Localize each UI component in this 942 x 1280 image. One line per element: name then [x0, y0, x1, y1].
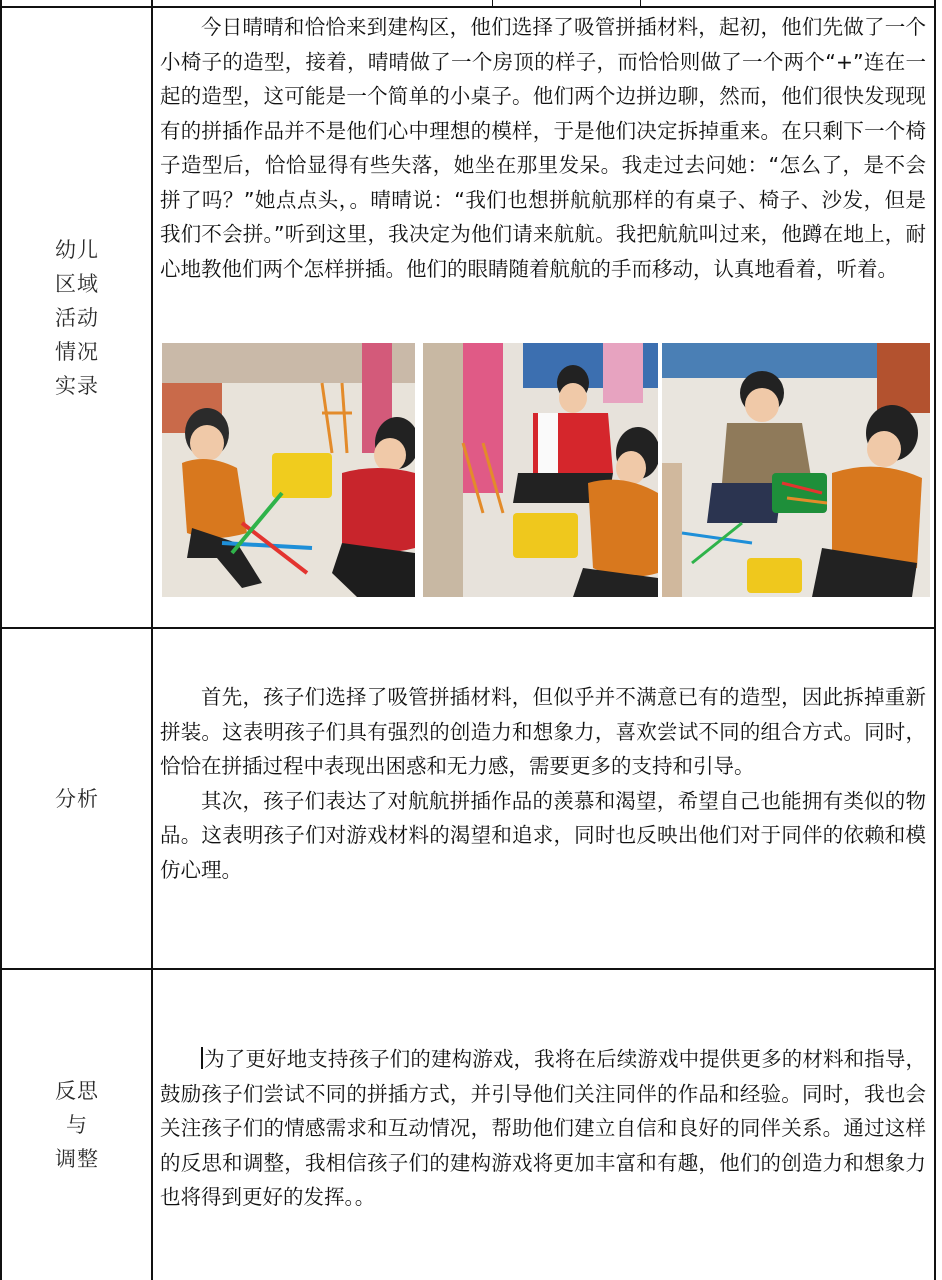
section-label-text: 分析 — [55, 786, 99, 811]
section-label-activity-record — [2, 8, 152, 627]
activity-photo — [662, 343, 930, 597]
analysis-content — [160, 680, 926, 887]
reflection-paragraph[interactable] — [160, 1042, 926, 1215]
analysis-paragraph: 首先，孩子们选择了吸管拼插材料，但似乎并不满意已有的造型，因此拆掉重新拼装。这表明孩子们具有强烈的创造力和想象力，喜欢尝试不同的组合方式。同时，恰恰在拼插过程中表现出困惑和无力感，需要更多的支持和引导。 — [160, 685, 926, 778]
activity-record-content — [160, 10, 926, 286]
table-right-border — [934, 0, 936, 1280]
section-label-text: 反思 与 调整 — [55, 1079, 99, 1171]
section-label-reflection — [2, 970, 152, 1280]
activity-photos — [162, 343, 930, 597]
section-label-text: 幼儿 区域 活动 情况 实录 — [55, 237, 99, 398]
reflection-content[interactable] — [160, 1042, 926, 1215]
header-cell-divider — [640, 0, 641, 7]
activity-photo — [162, 343, 415, 597]
activity-photo — [423, 343, 658, 597]
header-cell-divider — [492, 0, 493, 7]
activity-record-paragraph: 今日晴晴和恰恰来到建构区，他们选择了吸管拼插材料，起初，他们先做了一个小椅子的造型，接着，晴晴做了一个房顶的样子，而恰恰则做了一个两个“+”连在一起的造型，这可能是一个简单的小桌子。他们两个边拼边聊，然而，他们很快发现现有的拼插作品并不是他们心中理想的模样，于是他们决定拆掉重来。在只剩下一个椅子造型后，恰恰显得有些失落，她坐在那里发呆。我走过去问她：“怎么了，是不会拼了吗？”她点点头，。晴晴说：“我们也想拼航航那样的有桌子、椅子、沙发，但是我们不会拼。”听到这里，我决定为他们请来航航。我把航航叫过来，他蹲在地上，耐心地教他们两个怎样拼插。他们的眼睛随着航航的手而移动，认真地看着，听着。 — [160, 15, 926, 281]
text-cursor — [201, 1047, 203, 1069]
analysis-paragraph: 其次，孩子们表达了对航航拼插作品的羡慕和渴望，希望自己也能拥有类似的物品。这表明孩子们对游戏材料的渴望和追求，同时也反映出他们对于同伴的依赖和模仿心理。 — [160, 788, 926, 882]
reflection-paragraph-text: 为了更好地支持孩子们的建构游戏，我将在后续游戏中提供更多的材料和指导，鼓励孩子们尝试不同的拼插方式，并引导他们关注同伴的作品和经验。同时，我也会关注孩子们的情感需求和互动情况，帮助他们建立自信和良好的同伴关系。通过这样的反思和调整，我相信孩子们的建构游戏将更加丰富和有趣，他们的创造力和想象力也将得到更好的发挥。。 — [160, 1047, 926, 1209]
section-label-analysis — [2, 629, 152, 968]
